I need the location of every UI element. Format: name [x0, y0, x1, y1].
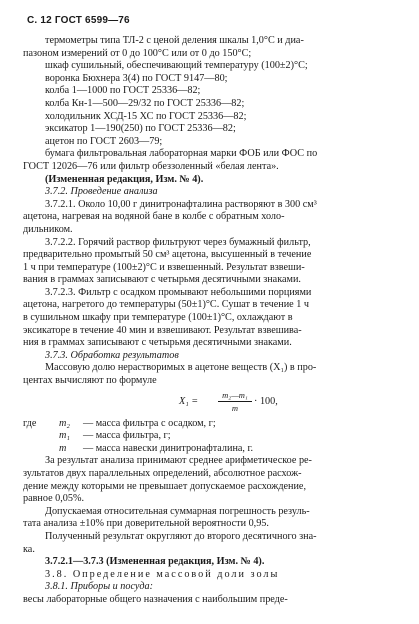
equipment-list — [23, 35, 398, 174]
section-title-results: 3.7.3. Обработка результатов — [45, 349, 179, 361]
clause-line: в сушильном шкафу при температуре (100±1)°С, охлаждают в — [23, 312, 293, 324]
paragraph-line: тата анализа ±10% при доверительной вероятности 0,95. — [23, 518, 269, 530]
clause-line: 3.7.2.3. Фильтр с осадком промывают небольшими порциями — [45, 286, 312, 298]
subsection-instruments: 3.8.1. Приборы и посуда: — [45, 581, 154, 593]
clause-3-7-2-3 — [23, 287, 398, 350]
revision-note: 3.7.2.1—3.7.3 (Измененная редакция, Изм. № 4). — [45, 556, 265, 568]
legend-symbol: m₂ — [59, 417, 70, 429]
clause-line: предварительно промытый 50 см³ ацетона, высушенный в течение — [23, 249, 312, 261]
error-paragraph — [23, 506, 398, 531]
formula-legend — [23, 418, 398, 456]
formula-tail: · 100, — [254, 395, 278, 407]
equipment-line: холодильник ХСД-15 ХС по ГОСТ 25336—82; — [45, 110, 247, 122]
clause-line: эксикаторе в течение 40 мин и взвешивают. Результат взвешива- — [23, 324, 302, 336]
page-header: С. 12 ГОСТ 6599—76 — [27, 15, 130, 26]
legend-row — [23, 443, 398, 456]
paragraph-line: зультатов двух параллельных определений, абсолютное расхож- — [23, 468, 302, 479]
paragraph-line: Допускаемая относительная суммарная погрешность резуль- — [45, 505, 310, 517]
legend-description: — масса фильтра с осадком, г; — [83, 417, 216, 429]
revision-note: (Измененная редакция, Изм. № 4). — [45, 173, 204, 185]
formula-lhs: X₁ = — [179, 395, 199, 407]
legend-symbol: m — [59, 442, 67, 454]
paragraph-line: равное 0,05%. — [23, 493, 85, 505]
clause-line: 3.7.2.1. Около 10,00 г динитронафталина растворяют в 300 см³ — [45, 198, 317, 210]
equipment-line: воронка Бюхнера 3(4) по ГОСТ 9147—80; — [45, 72, 228, 84]
equipment-line: пазоном измерений от 0 до 100°С или от 0 до 150°С; — [23, 47, 252, 59]
equipment-line: колба Кн-1—500—29/32 по ГОСТ 25336—82; — [45, 97, 245, 109]
clause-line: дильником. — [23, 223, 73, 235]
clause-line: вания в граммах записывают с четырьмя десятичными знаками. — [23, 274, 301, 286]
clause-3-7-2-1 — [23, 199, 398, 237]
legend-lead: где — [23, 417, 37, 429]
legend-row — [23, 430, 398, 443]
legend-row — [23, 418, 398, 431]
equipment-line: бумага фильтровальная лабораторная марки ФОБ или ФОС по — [45, 148, 318, 160]
results-intro — [23, 362, 398, 387]
formula-fraction — [218, 390, 252, 413]
section-title-ash: 3.8. Определение массовой доли золы — [45, 568, 280, 580]
clause-3-7-2-2 — [23, 237, 398, 287]
paragraph-line: дение между которыми не превышает допускаемое расхождение, — [23, 480, 307, 492]
clause-line: Массовую долю нерастворимых в ацетоне веществ (X₁) в про- — [45, 362, 317, 374]
equipment-line: колба 1—1000 по ГОСТ 25336—82; — [45, 85, 201, 97]
page-content — [23, 35, 398, 607]
fraction-bar — [218, 401, 252, 402]
formula-numerator: m₂—m₁ — [222, 389, 248, 400]
paragraph-line: Полученный результат округляют до второго десятичного зна- — [45, 530, 317, 542]
equipment-line: ацетон по ГОСТ 2603—79; — [45, 135, 163, 147]
paragraph-line: весы лабораторные общего назначения с наибольшим преде- — [23, 593, 288, 605]
equipment-line: шкаф сушильный, обеспечивающий температуру (100±2)°С; — [45, 60, 308, 72]
equipment-line: ГОСТ 12026—76 или фильтр обеззоленный «белая лента». — [23, 160, 279, 172]
clause-line: ацетона, нагретого до температуры (50±1)°С. Сушат в течение 1 ч — [23, 299, 309, 311]
clause-line: 1 ч при температуре (100±2)°С и взвешенный. Результат взвеши- — [23, 261, 305, 273]
legend-symbol: m₁ — [59, 430, 70, 442]
legend-description: — масса фильтра, г; — [83, 430, 171, 442]
clause-line: центах вычисляют по формуле — [23, 375, 157, 387]
result-paragraph — [23, 455, 398, 505]
equipment-line: эксикатор 1—190(250) по ГОСТ 25336—82; — [45, 123, 236, 135]
equipment-line: термометры типа ТЛ-2 с ценой деления шкалы 1,0°С и диа- — [45, 35, 304, 46]
paragraph-line: ка. — [23, 543, 35, 555]
clause-line: ацетона, нагревая на водяной бане в колбе с обратным холо- — [23, 211, 285, 223]
legend-description: — масса навески динитронафталина, г. — [83, 442, 254, 454]
rounding-paragraph — [23, 531, 398, 556]
paragraph-line: За результат анализа принимают среднее арифметическое ре- — [45, 455, 312, 467]
formula — [23, 390, 398, 416]
section-title-analysis: 3.7.2. Проведение анализа — [45, 186, 158, 198]
clause-line: 3.7.2.2. Горячий раствор фильтруют через бумажный фильтр, — [45, 236, 311, 248]
clause-line: ния в граммах записывают с четырьмя десятичными знаками. — [23, 337, 292, 349]
formula-denominator: m — [231, 402, 239, 413]
